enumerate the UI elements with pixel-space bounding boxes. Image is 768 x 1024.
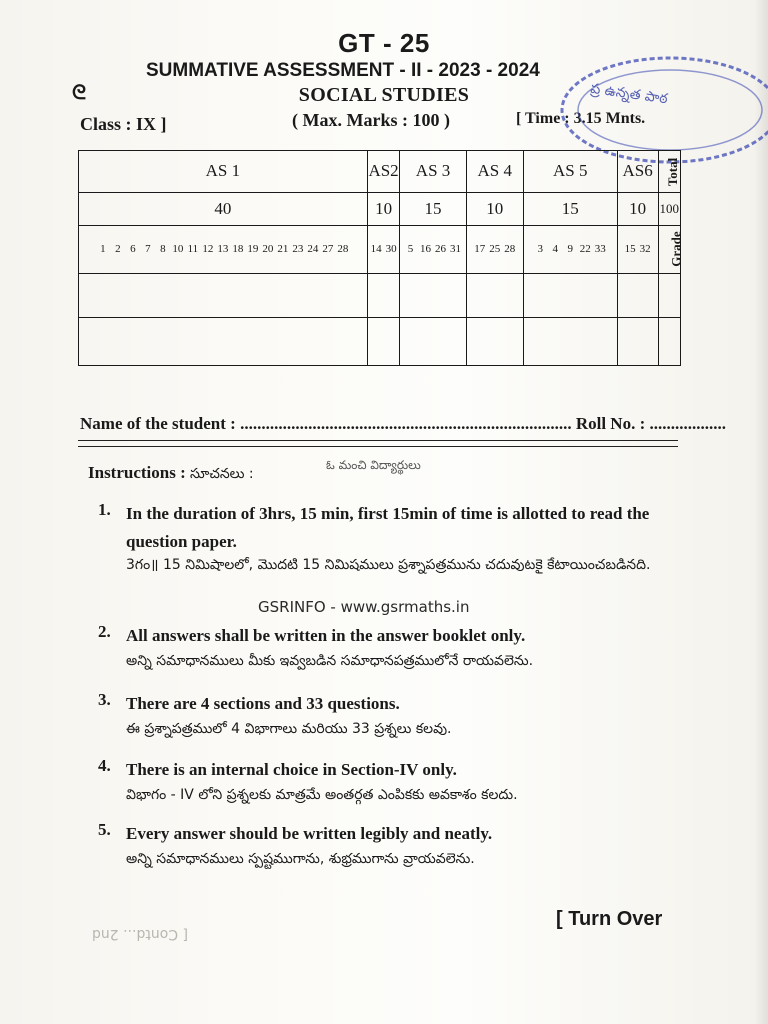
as4-total-cell[interactable]	[466, 317, 523, 365]
instruction-text-te: అన్ని సమాధానములు మీకు ఇవ్వబడిన సమాధానపత్రములోనే రాయవలెను.	[126, 653, 534, 669]
question-number: 5	[407, 243, 414, 256]
question-number: 16	[420, 243, 432, 256]
instruction-number: 4.	[98, 756, 111, 775]
time-label: [ Time : 3.15 Mnts.	[516, 110, 646, 127]
question-number: 10	[172, 243, 184, 256]
instruction-text-en: There are 4 sections and 33 questions.	[126, 694, 400, 713]
question-number: 7	[145, 243, 151, 256]
handwritten-note: GSRINFO - www.gsrmaths.in	[258, 598, 470, 616]
as6-score-cell[interactable]	[617, 273, 658, 317]
question-number: 23	[292, 243, 304, 256]
paper-code: GT - 25	[338, 28, 430, 58]
instruction-text-te: ఈ ప్రశ్నాపత్రములో 4 విభాగాలు మరియు 33 ప్రశ్నలు కలవు.	[126, 721, 452, 737]
handwritten-scribble: ఓ మంచి విద్యార్థులు	[326, 458, 421, 472]
as5-marks: 15	[523, 192, 617, 225]
bleed-through-text: [ Contd... 2nd	[92, 926, 188, 942]
question-number: 3	[537, 243, 543, 256]
instruction-text-te: 3గం॥ 15 నిమిషాలలో, మొదటి 15 నిమిషములు ప్రశ్నాపత్రమును చదువుటకై కేటాయించబడినది.	[126, 557, 651, 573]
question-number: 33	[594, 243, 606, 256]
instruction-text-en: All answers shall be written in the answer booklet only.	[126, 626, 526, 645]
grade-score-cell[interactable]	[658, 273, 681, 317]
question-number: 28	[337, 243, 349, 256]
margin-mark: ᘓ	[72, 80, 87, 104]
question-number: 18	[232, 243, 244, 256]
as1-total-cell[interactable]	[79, 317, 368, 365]
marks-table	[78, 150, 684, 366]
as2-question-list	[367, 225, 400, 273]
as5-total-cell[interactable]	[523, 317, 617, 365]
question-number: 15	[624, 243, 636, 256]
as4-header: AS 4	[466, 151, 523, 193]
instruction-text-en: Every answer should be written legibly and neatly.	[126, 824, 493, 843]
as6-question-list	[617, 225, 658, 273]
question-number: 13	[217, 243, 229, 256]
question-number: 12	[202, 243, 214, 256]
max-marks-label: ( Max. Marks : 100 )	[292, 110, 450, 130]
instruction-number: 2.	[98, 622, 111, 641]
question-number: 9	[567, 243, 573, 256]
question-number: 31	[450, 243, 462, 256]
as4-question-list	[466, 225, 523, 273]
question-number: 1	[100, 243, 106, 256]
question-number: 6	[130, 243, 136, 256]
as2-marks: 10	[367, 192, 400, 225]
divider-line	[78, 440, 678, 441]
as3-score-cell[interactable]	[400, 273, 466, 317]
instruction-number: 1.	[98, 500, 111, 519]
as4-score-cell[interactable]	[466, 273, 523, 317]
as2-score-cell[interactable]	[367, 273, 400, 317]
page-edge-shadow	[754, 0, 768, 1024]
as2-header: AS2	[367, 151, 400, 193]
question-number: 14	[370, 243, 382, 256]
as3-question-list	[400, 225, 466, 273]
question-number: 32	[639, 243, 651, 256]
as4-marks: 10	[466, 192, 523, 225]
question-number: 19	[247, 243, 259, 256]
turn-over-label: [ Turn Over	[556, 908, 663, 930]
instructions-heading	[88, 463, 254, 485]
question-number: 11	[187, 243, 199, 256]
question-number: 4	[552, 243, 558, 256]
roll-number-field[interactable]: Roll No. : ..................	[575, 414, 726, 433]
as6-marks: 10	[617, 192, 658, 225]
as6-total-cell[interactable]	[617, 317, 658, 365]
class-label: Class : IX ]	[80, 114, 167, 134]
instruction-number: 5.	[98, 820, 111, 839]
exam-title: SUMMATIVE ASSESSMENT - II - 2023 - 2024	[146, 60, 540, 81]
total-header	[658, 151, 681, 193]
grade-header	[658, 225, 684, 273]
question-number: 24	[307, 243, 319, 256]
question-number: 26	[435, 243, 447, 256]
as3-total-cell[interactable]	[400, 317, 466, 365]
total-marks: 100	[658, 192, 681, 225]
instruction-text-en: In the duration of 3hrs, 15 min, first 15min of time is allotted to read the question paper.	[126, 504, 650, 551]
as6-question-numbers	[623, 243, 653, 255]
question-number: 21	[277, 243, 289, 256]
grade-label: Grade	[668, 231, 684, 268]
as1-score-cell[interactable]	[79, 273, 368, 317]
question-number: 28	[504, 243, 516, 256]
as1-question-list	[79, 225, 368, 273]
question-number: 27	[322, 243, 334, 256]
instruction-text-en: There is an internal choice in Section-IV only.	[126, 760, 457, 779]
grade-total-cell[interactable]	[658, 317, 681, 365]
student-details-row	[80, 414, 726, 434]
as5-score-cell[interactable]	[523, 273, 617, 317]
as4-question-numbers	[472, 243, 517, 255]
as5-header: AS 5	[523, 151, 617, 193]
stamp-text: ప్ర ఉన్నత పాఠ	[589, 80, 669, 108]
question-number: 20	[262, 243, 274, 256]
as1-question-numbers	[95, 243, 350, 255]
as2-question-numbers	[369, 243, 399, 255]
as5-question-numbers	[533, 243, 608, 255]
instruction-number: 3.	[98, 690, 111, 709]
question-number: 30	[385, 243, 397, 256]
subject-title: SOCIAL STUDIES	[298, 84, 470, 106]
question-number: 8	[160, 243, 166, 256]
instructions-heading-te: సూచనలు :	[190, 466, 254, 482]
as1-marks: 40	[79, 192, 368, 225]
question-number: 17	[474, 243, 486, 256]
as3-question-numbers	[403, 243, 463, 255]
question-number: 22	[579, 243, 591, 256]
as5-question-list	[523, 225, 617, 273]
as3-header: AS 3	[400, 151, 466, 193]
instruction-text-te: అన్ని సమాధానములు స్పష్టముగాను, శుభ్రముగాను వ్రాయవలెను.	[126, 851, 475, 867]
as1-header: AS 1	[79, 151, 368, 193]
divider-line	[78, 446, 678, 447]
as3-marks: 15	[400, 192, 466, 225]
question-number: 25	[489, 243, 501, 256]
total-label: Total	[664, 158, 680, 187]
as2-total-cell[interactable]	[367, 317, 400, 365]
instruction-text-te: విభాగం - IV లోని ప్రశ్నలకు మాత్రమే అంతర్గత ఎంపికకు అవకాశం కలదు.	[126, 787, 518, 803]
instructions-heading-en: Instructions :	[88, 463, 191, 482]
as6-header: AS6	[617, 151, 658, 193]
student-name-field[interactable]: Name of the student : ..............................................................................	[80, 414, 572, 433]
question-number: 2	[115, 243, 121, 256]
